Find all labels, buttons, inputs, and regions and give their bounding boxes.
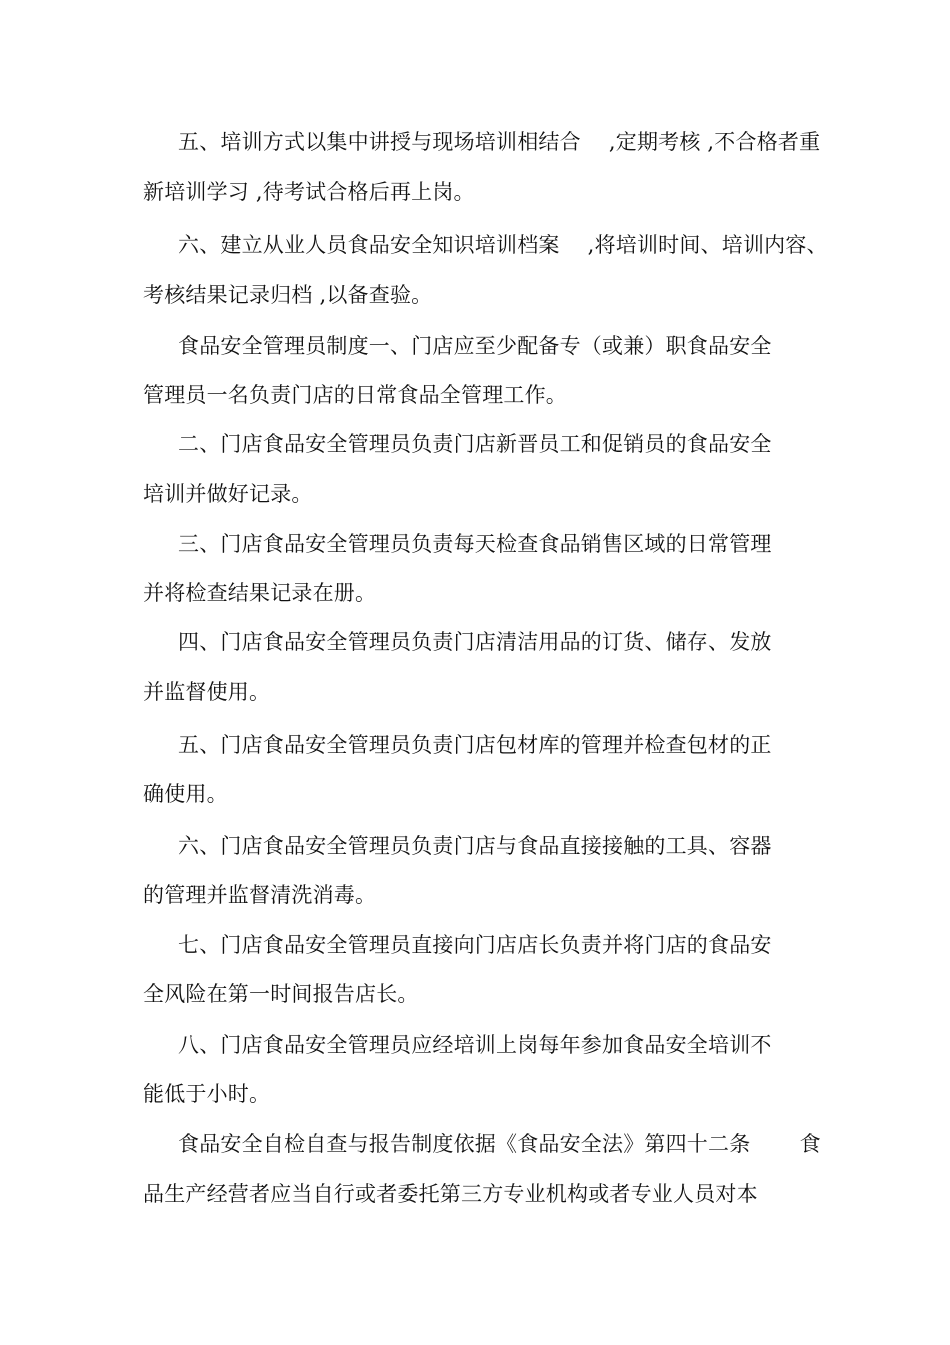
paragraph-line: 六、建立从业人员食品安全知识培训档案 ,将培训时间、培训内容、 xyxy=(178,233,828,257)
paragraph-line: 三、门店食品安全管理员负责每天检查食品销售区域的日常管理 xyxy=(178,532,772,556)
paragraph-line: 并将检查结果记录在册。 xyxy=(143,581,377,605)
paragraph-line: 考核结果记录归档 ,以备查验。 xyxy=(143,283,433,307)
paragraph-line: 全风险在第一时间报告店长。 xyxy=(143,982,419,1006)
paragraph-line: 并监督使用。 xyxy=(143,680,271,704)
paragraph-line: 六、门店食品安全管理员负责门店与食品直接接触的工具、容器 xyxy=(178,834,772,858)
paragraph-line: 新培训学习 ,待考试合格后再上岗。 xyxy=(143,180,475,204)
paragraph-line: 四、门店食品安全管理员负责门店清洁用品的订货、储存、发放 xyxy=(178,630,772,654)
paragraph-line: 五、培训方式以集中讲授与现场培训相结合 ,定期考核 ,不合格者重 xyxy=(178,130,821,154)
paragraph-line: 八、门店食品安全管理员应经培训上岗每年参加食品安全培训不 xyxy=(178,1033,772,1057)
paragraph-line: 能低于小时。 xyxy=(143,1082,271,1106)
paragraph-line: 二、门店食品安全管理员负责门店新晋员工和促销员的食品安全 xyxy=(178,432,772,456)
paragraph-line: 培训并做好记录。 xyxy=(143,482,313,506)
paragraph-line: 管理员一名负责门店的日常食品全管理工作。 xyxy=(143,383,567,407)
paragraph-line: 的管理并监督清洗消毒。 xyxy=(143,883,377,907)
paragraph-line: 食品安全自检自查与报告制度依据《食品安全法》第四十二条 食 xyxy=(178,1132,821,1156)
paragraph-line: 五、门店食品安全管理员负责门店包材库的管理并检查包材的正 xyxy=(178,733,772,757)
paragraph-line: 品生产经营者应当自行或者委托第三方专业机构或者专业人员对本 xyxy=(143,1182,758,1206)
paragraph-line: 确使用。 xyxy=(143,782,228,806)
paragraph-line: 七、门店食品安全管理员直接向门店店长负责并将门店的食品安 xyxy=(178,933,772,957)
paragraph-line: 食品安全管理员制度一、门店应至少配备专（或兼）职食品安全 xyxy=(178,334,772,358)
